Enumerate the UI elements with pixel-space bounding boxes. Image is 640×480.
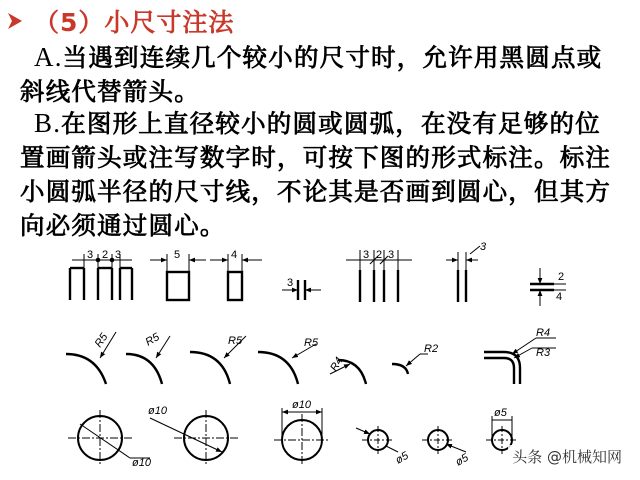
- paragraph-a-lead: A.: [34, 42, 63, 72]
- paragraph-b: [20, 106, 626, 243]
- diameter-label-5: ø5: [453, 451, 471, 469]
- radius-arc-5: [328, 355, 366, 384]
- heading-text: （5）小尺寸注法: [34, 8, 235, 37]
- vertical-dimension-g: [530, 268, 566, 306]
- diameter-circle-5: [422, 426, 471, 469]
- dim-label-c: 4: [231, 249, 238, 261]
- radius-arc-3: [190, 335, 246, 384]
- diameter-label-3: ø10: [292, 399, 311, 411]
- dim-label-a3: 3: [115, 249, 122, 261]
- radius-label-8: R3: [536, 347, 551, 359]
- diameter-label-4: ø5: [393, 449, 411, 467]
- paragraph-b-lead: B.: [34, 108, 62, 138]
- arrow-bullet-icon: [6, 11, 24, 31]
- diameter-label-1: ø10: [132, 457, 151, 469]
- diameter-circle-2: [148, 405, 238, 466]
- radius-arc-2: [126, 331, 170, 384]
- diameter-label-2: ø10: [148, 405, 167, 417]
- dim-label-a2: 2: [102, 249, 109, 261]
- small-width-dimension-b: [150, 249, 206, 300]
- radius-label-5: R4: [328, 355, 346, 374]
- gap-dimension-d: [282, 277, 321, 300]
- slot-dimension-f: [446, 241, 487, 302]
- dim-label-g1: 2: [558, 271, 565, 283]
- watermark: 头条 @机械知网: [508, 445, 626, 468]
- radius-arc-4: [258, 337, 319, 384]
- paragraph-a-text: 当遇到连续几个较小的尺寸时，允许用黑圆点或斜线代替箭头。: [20, 43, 603, 106]
- chain-dimension-group-a: [70, 249, 132, 300]
- dim-label-a1: 3: [87, 249, 94, 261]
- dim-label-e3: 3: [388, 249, 395, 261]
- section-heading: [6, 4, 234, 38]
- paragraph-a: [20, 40, 626, 109]
- diameter-label-6: ø5: [494, 407, 507, 419]
- radius-label-6: R2: [424, 343, 439, 355]
- radius-label-1: R5: [92, 331, 111, 350]
- diameter-circle-1: [68, 410, 152, 469]
- dim-label-f: 3: [480, 241, 487, 253]
- diameter-circle-4: [356, 426, 411, 467]
- radius-label-4: R5: [304, 337, 319, 349]
- radius-arc-6: [392, 343, 438, 374]
- radius-arc-7: [484, 327, 556, 384]
- dimensioning-figure: [0, 240, 640, 480]
- radius-label-7: R4: [536, 327, 551, 339]
- dim-label-e2: 2: [376, 249, 383, 261]
- radius-label-2: R5: [143, 331, 162, 349]
- dim-label-d: 3: [287, 277, 294, 289]
- radius-label-3: R5: [228, 335, 243, 347]
- dim-label-b: 5: [174, 249, 181, 261]
- chain-dimension-group-e: [346, 249, 412, 302]
- dim-label-g2: 4: [556, 291, 563, 303]
- diameter-circle-3: [274, 399, 330, 466]
- small-width-dimension-c: [210, 249, 262, 300]
- dim-label-e1: 3: [363, 249, 370, 261]
- radius-arc-1: [66, 331, 116, 384]
- paragraph-b-text: 在图形上直径较小的圆或圆弧，在没有足够的位置画箭头或注写数字时，可按下图的形式标注。标注小圆弧半径的尺寸线，不论其是否画到圆心，但其方向必须通过圆心。: [20, 109, 612, 240]
